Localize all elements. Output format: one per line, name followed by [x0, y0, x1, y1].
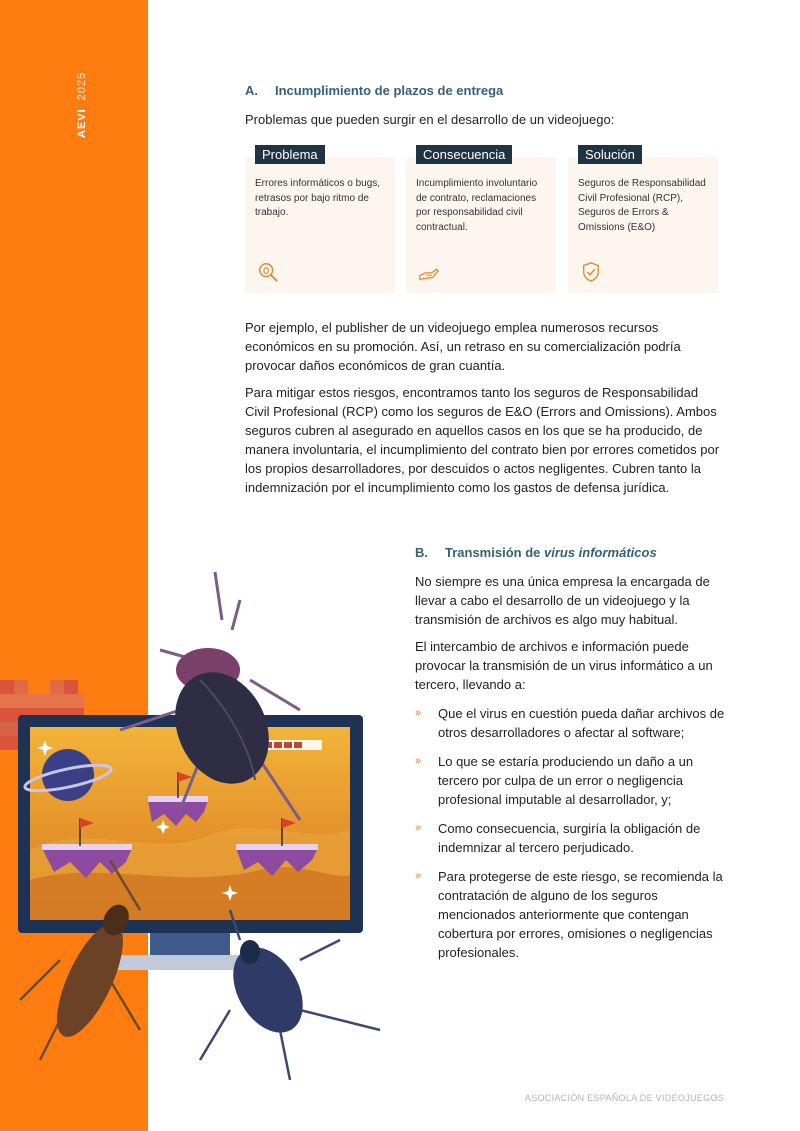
card-tag-consecuencia: Consecuencia	[416, 145, 512, 164]
bullet-text: Que el virus en cuestión pueda dañar archivos de otros desarrolladores o afectar al software;	[438, 706, 725, 740]
section-b-paragraph-2: El intercambio de archivos e información puede provocar la transmisión de un virus informático a un tercero, llevando a:	[415, 639, 713, 692]
card-text-problema: Errores informáticos o bugs, retrasos por bajo ritmo de trabajo.	[255, 178, 381, 218]
hand-icon	[418, 261, 440, 283]
section-a-intro: Problemas que pueden surgir en el desarrollo de un videojuego:	[245, 112, 615, 127]
brand-name: AEVI	[76, 108, 88, 138]
bullet-mark: »	[415, 822, 422, 834]
bullet-text: Como consecuencia, surgiría la obligación de indemnizar al tercero perjudicado.	[438, 821, 701, 855]
shield-check-icon	[580, 261, 602, 283]
section-a-heading	[245, 83, 503, 98]
section-b-title-plain: Transmisión de	[445, 545, 544, 560]
bullet-mark: »	[415, 755, 422, 767]
list-item	[415, 704, 730, 742]
section-b-bullet-list	[415, 704, 730, 972]
list-item	[415, 752, 730, 809]
card-solucion	[568, 147, 718, 293]
bullet-mark: »	[415, 870, 422, 882]
footer-text: ASOCIACIÓN ESPAÑOLA DE VIDEOJUEGOS	[524, 1093, 724, 1103]
section-b-paragraph-1: No siempre es una única empresa la encargada de llevar a cabo el desarrollo de un videojuego y la transmisión de archivos es algo muy habitual.	[415, 574, 710, 627]
card-tag-problema: Problema	[255, 145, 325, 164]
brand-year: 2025	[76, 71, 88, 101]
monitor-beetles-illustration	[0, 560, 400, 1080]
list-item	[415, 819, 730, 857]
section-a-title: Incumplimiento de plazos de entrega	[275, 83, 504, 98]
bullet-mark: »	[415, 707, 422, 719]
section-a-letter: A.	[245, 83, 258, 98]
section-b-title-italic: virus informáticos	[543, 545, 657, 560]
section-a-paragraph-2: Para mitigar estos riesgos, encontramos tanto los seguros de Responsabilidad Civil Profesional (RCP) como los seguros de E&O (Errors and Omissions). Ambos seguros cubren al asegurado en aquellos casos en los que se ha producido, de manera involuntaria, el incumplimiento del contrato bien por errores cometidos por los propios desarrolladores, por descuidos o actos negligentes. Cubren tanto la indemnización por el incumplimiento como los gastos de defensa jurídica.	[245, 385, 720, 495]
bullet-text: Para protegerse de este riesgo, se recomienda la contratación de alguno de los seguros mencionados anteriormente que contengan cobertura por errores, omisiones o negligencias profesionales.	[438, 869, 723, 960]
card-consecuencia	[406, 147, 556, 293]
list-item	[415, 867, 730, 962]
card-text-solucion: Seguros de Responsabilidad Civil Profesional (RCP), Seguros de Errors & Omissions (E&O)	[578, 178, 706, 233]
card-text-consecuencia: Incumplimiento involuntario de contrato, reclamaciones por responsabilidad civil contractual.	[416, 178, 538, 233]
section-a-paragraph-1: Por ejemplo, el publisher de un videojuego emplea numerosos recursos económicos en su promoción. Así, un retraso en su comercialización podría provocar daños económicos de gran cuantía.	[245, 320, 681, 373]
magnifier-bug-icon	[257, 261, 279, 283]
card-problema	[245, 147, 395, 293]
section-b-letter: B.	[415, 545, 428, 560]
sidebar-label	[76, 72, 88, 138]
section-b-heading	[415, 545, 657, 560]
bullet-text: Lo que se estaría produciendo un daño a un tercero por culpa de un error o negligencia profesional imputable al desarrollador, y;	[438, 754, 694, 807]
card-tag-solucion: Solución	[578, 145, 642, 164]
